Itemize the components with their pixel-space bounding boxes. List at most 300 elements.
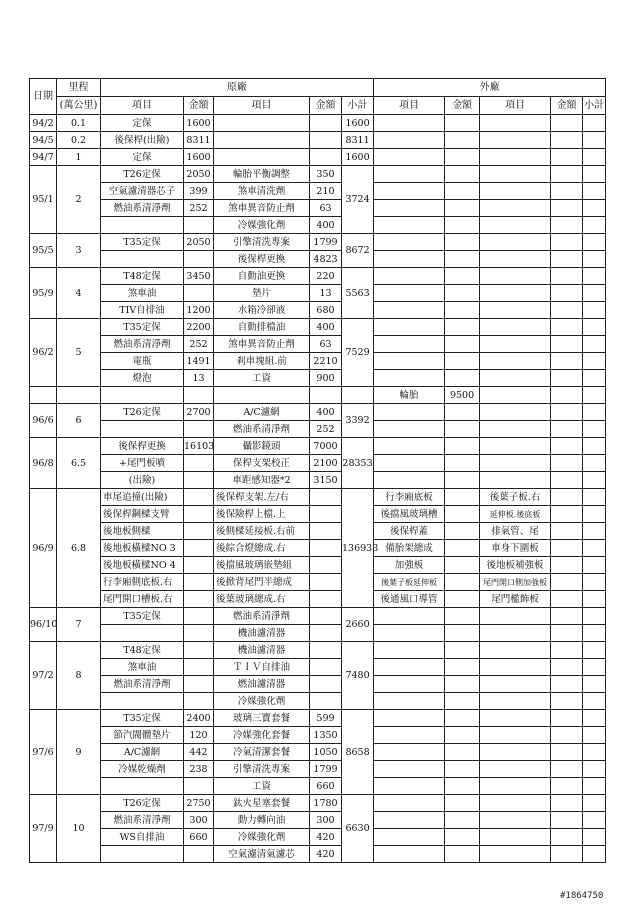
ext-item: 排氣管、尾 [480,523,551,540]
ext-subtotal [583,489,606,506]
ext-item [480,710,551,727]
orig-amount [310,608,342,625]
table-row [30,285,606,302]
orig-amount: 599 [310,710,342,727]
ext-subtotal [583,353,606,370]
orig-amount: 400 [310,217,342,234]
orig-item [101,778,184,795]
ext-subtotal [583,710,606,727]
orig-item: T35定保 [101,234,184,251]
orig-amount [184,506,214,523]
orig-amount [184,642,214,659]
orig-item: 攝影鏡頭 [214,438,310,455]
ext-item [374,693,445,710]
ext-amount [445,438,480,455]
ext-subtotal [583,625,606,642]
header-subtotal: 小計 [342,97,374,115]
orig-amount [310,659,342,676]
orig-item: 鈦火星塞套餐 [214,795,310,812]
ext-item [374,217,445,234]
subtotal-cell: 2660 [342,608,374,642]
orig-amount [310,506,342,523]
ext-item [374,319,445,336]
ext-item [480,387,551,404]
orig-item: 冷媒強化劑 [214,693,310,710]
orig-item: (出險) [101,472,184,489]
orig-amount [184,591,214,608]
table-row [30,540,606,557]
orig-amount: 680 [310,302,342,319]
ext-item [480,370,551,387]
table-row [30,472,606,489]
ext-item [480,268,551,285]
orig-item: 後保險桿上檔.上 [214,506,310,523]
date-cell: 97/6 [30,710,57,795]
header-item: 項目 [101,97,184,115]
ext-amount [445,523,480,540]
ext-amount [551,540,583,557]
ext-item [374,744,445,761]
ext-item: 加強板 [374,557,445,574]
orig-amount: 1600 [184,115,214,132]
ext-item: 行李廂底板 [374,489,445,506]
mileage-cell: 4 [57,268,101,319]
ext-item [480,200,551,217]
ext-amount [551,370,583,387]
ext-amount [445,710,480,727]
ext-item [480,438,551,455]
ext-amount [551,642,583,659]
header-original-shop: 原廠 [101,79,374,97]
orig-amount: 210 [310,183,342,200]
table-row [30,591,606,608]
table-row [30,625,606,642]
ext-amount [445,489,480,506]
subtotal-cell: 8658 [342,710,374,795]
orig-amount [184,778,214,795]
orig-amount: 420 [310,846,342,863]
ext-subtotal [583,574,606,591]
orig-item: T35定保 [101,710,184,727]
orig-amount [184,455,214,472]
ext-amount [445,693,480,710]
orig-item: 動力轉向油 [214,812,310,829]
ext-amount [445,166,480,183]
ext-item [480,421,551,438]
watermark-id: #1864750 [560,891,604,901]
orig-item: 燃油系清淨劑 [214,421,310,438]
orig-amount: 1050 [310,744,342,761]
table-row [30,404,606,421]
header-date: 日期 [30,79,57,115]
orig-item: 輪胎平衡調整 [214,166,310,183]
orig-amount [310,387,342,404]
ext-amount [445,846,480,863]
ext-amount [551,744,583,761]
orig-item [214,387,310,404]
orig-amount [184,659,214,676]
orig-item: +尾門板噴 [101,455,184,472]
ext-subtotal [583,744,606,761]
orig-amount [184,387,214,404]
orig-amount: 660 [310,778,342,795]
mileage-cell: 0.2 [57,132,101,149]
orig-item: 節汽閥體墊片 [101,727,184,744]
orig-item: 水箱冷卻液 [214,302,310,319]
orig-item: TIV自排油 [101,302,184,319]
ext-item [480,353,551,370]
orig-item: 燃油濾清器 [214,676,310,693]
orig-amount [310,591,342,608]
ext-item [374,132,445,149]
orig-amount [310,574,342,591]
orig-amount: 1600 [184,149,214,166]
table-row [30,693,606,710]
ext-item [374,370,445,387]
ext-subtotal [583,455,606,472]
ext-item [374,421,445,438]
ext-amount [445,285,480,302]
orig-item: 自動排檔油 [214,319,310,336]
ext-amount [445,812,480,829]
ext-subtotal [583,676,606,693]
orig-amount: 8311 [184,132,214,149]
orig-amount [184,523,214,540]
mileage-cell [57,387,101,404]
table-row [30,727,606,744]
ext-subtotal [583,642,606,659]
orig-item: 空氣濾清氣濾芯 [214,846,310,863]
ext-amount [445,727,480,744]
table-row [30,574,606,591]
subtotal-cell: 1600 [342,115,374,132]
orig-item: 後保桿支架.左/右 [214,489,310,506]
ext-amount [551,200,583,217]
ext-amount [551,387,583,404]
orig-item: 燃油系清淨劑 [101,336,184,353]
ext-amount [551,557,583,574]
orig-amount [184,540,214,557]
ext-item: 尾門檻飾板 [480,591,551,608]
table-row [30,523,606,540]
orig-amount: 420 [310,829,342,846]
orig-item: WS自排油 [101,829,184,846]
date-cell: 94/5 [30,132,57,149]
ext-item [480,132,551,149]
orig-amount [184,574,214,591]
ext-amount [445,353,480,370]
orig-item: 後地板橫樑NO 3 [101,540,184,557]
table-row [30,132,606,149]
table-row [30,642,606,659]
ext-item: 後地板補強板 [480,557,551,574]
ext-item: 後通風口導管 [374,591,445,608]
ext-amount [551,727,583,744]
subtotal-cell: 7529 [342,319,374,387]
orig-item: A/C濾網 [101,744,184,761]
header-amount: 金額 [184,97,214,115]
ext-subtotal [583,472,606,489]
ext-item [374,812,445,829]
orig-item: 燃油系清淨劑 [101,676,184,693]
ext-item [374,404,445,421]
header-amount: 金額 [310,97,342,115]
ext-subtotal [583,183,606,200]
ext-amount [445,132,480,149]
table-row [30,336,606,353]
table-row [30,149,606,166]
date-cell: 95/1 [30,166,57,234]
orig-item: 剎車塊組.前 [214,353,310,370]
orig-amount: 2400 [184,710,214,727]
ext-subtotal [583,795,606,812]
orig-item: ＴＩＶ自排油 [214,659,310,676]
ext-amount [551,421,583,438]
ext-amount [445,370,480,387]
table-row [30,302,606,319]
ext-subtotal [583,336,606,353]
ext-amount [551,302,583,319]
ext-subtotal [583,234,606,251]
date-cell: 95/5 [30,234,57,268]
ext-item [374,829,445,846]
orig-item: 冷媒強化劑 [214,829,310,846]
ext-item [480,234,551,251]
header-mileage-unit: (萬公里) [57,97,101,115]
ext-subtotal [583,778,606,795]
ext-item [374,285,445,302]
table-row [30,659,606,676]
ext-subtotal [583,132,606,149]
ext-item [374,336,445,353]
ext-amount [551,676,583,693]
ext-item [374,302,445,319]
ext-amount [551,251,583,268]
orig-amount: 16103 [184,438,214,455]
ext-amount [551,574,583,591]
ext-item [374,472,445,489]
ext-amount [551,489,583,506]
ext-item [374,642,445,659]
ext-subtotal [583,812,606,829]
orig-amount: 63 [310,200,342,217]
ext-item [374,659,445,676]
ext-subtotal [583,251,606,268]
ext-amount: 9500 [445,387,480,404]
ext-subtotal [583,608,606,625]
mileage-cell: 8 [57,642,101,710]
ext-subtotal [583,557,606,574]
ext-item [480,727,551,744]
ext-amount [551,132,583,149]
header-row-2 [30,97,606,115]
table-row [30,744,606,761]
orig-amount: 1780 [310,795,342,812]
orig-amount: 3150 [310,472,342,489]
ext-item: 後保桿蓋 [374,523,445,540]
orig-item [214,115,310,132]
ext-amount [551,438,583,455]
subtotal-cell: 136933 [342,489,374,608]
table-row [30,829,606,846]
orig-amount [184,217,214,234]
ext-amount [445,200,480,217]
ext-subtotal [583,829,606,846]
subtotal-cell: 7480 [342,642,374,710]
subtotal-cell: 28353 [342,438,374,489]
header-external-shop: 外廠 [374,79,606,97]
orig-item: T35定保 [101,608,184,625]
date-cell: 96/6 [30,404,57,438]
ext-item [374,268,445,285]
mileage-cell: 10 [57,795,101,863]
ext-item [374,251,445,268]
ext-item [480,761,551,778]
ext-amount [445,795,480,812]
subtotal-cell: 5563 [342,268,374,319]
table-body [30,79,606,863]
ext-item [480,693,551,710]
header-amount: 金額 [551,97,583,115]
ext-item [374,727,445,744]
orig-amount [310,115,342,132]
table-row [30,761,606,778]
table-row [30,370,606,387]
ext-item [374,149,445,166]
orig-item: 煞車清洗劑 [214,183,310,200]
orig-item: 後保桿(出險) [101,132,184,149]
table-row [30,778,606,795]
ext-amount [445,676,480,693]
orig-amount: 900 [310,370,342,387]
orig-item: 墊片 [214,285,310,302]
table-row [30,115,606,132]
ext-amount [551,506,583,523]
ext-item [480,404,551,421]
orig-item: T26定保 [101,795,184,812]
orig-item: 尾門開口槽板.右 [101,591,184,608]
ext-amount [445,608,480,625]
orig-item: 後地板橫樑NO 4 [101,557,184,574]
ext-amount [551,846,583,863]
ext-item [480,778,551,795]
table-row [30,234,606,251]
ext-amount [445,404,480,421]
orig-amount [184,608,214,625]
ext-item [480,795,551,812]
ext-subtotal [583,285,606,302]
orig-item: 引擎清洗專案 [214,761,310,778]
orig-item: 定保 [101,115,184,132]
orig-amount: 300 [310,812,342,829]
ext-subtotal [583,166,606,183]
ext-item [480,659,551,676]
header-subtotal: 小計 [583,97,606,115]
ext-item [480,472,551,489]
orig-item [101,693,184,710]
orig-amount: 400 [310,404,342,421]
orig-item: 電瓶 [101,353,184,370]
ext-item [480,217,551,234]
date-cell [30,387,57,404]
ext-item [480,166,551,183]
orig-item: 後側樑延接板.右前 [214,523,310,540]
orig-item: 後掀背尾門半總成 [214,574,310,591]
orig-amount [310,489,342,506]
ext-amount [551,472,583,489]
ext-subtotal [583,659,606,676]
ext-item [480,744,551,761]
date-cell: 94/2 [30,115,57,132]
ext-item [374,455,445,472]
orig-item: 行李廂側底板.右 [101,574,184,591]
orig-amount [310,132,342,149]
table-row [30,251,606,268]
ext-amount [445,149,480,166]
orig-item: 工資 [214,370,310,387]
table-row [30,183,606,200]
orig-amount: 63 [310,336,342,353]
ext-item [480,149,551,166]
header-mileage: 里程 [57,79,101,97]
ext-subtotal [583,115,606,132]
orig-item: 燃油系清淨劑 [214,608,310,625]
orig-item: 車尾追撞(出險) [101,489,184,506]
orig-amount: 442 [184,744,214,761]
ext-amount [551,608,583,625]
orig-item [101,846,184,863]
ext-amount [445,336,480,353]
ext-item [374,676,445,693]
table-row [30,200,606,217]
orig-amount: 2750 [184,795,214,812]
ext-amount [551,183,583,200]
ext-subtotal [583,319,606,336]
orig-item: T35定保 [101,319,184,336]
ext-amount [551,829,583,846]
date-cell: 94/7 [30,149,57,166]
ext-item [480,455,551,472]
table-row [30,421,606,438]
ext-subtotal [583,200,606,217]
ext-item [374,625,445,642]
ext-subtotal [583,540,606,557]
ext-item: 尾門開口側加強板 [480,574,551,591]
orig-item: 煞車油 [101,285,184,302]
orig-amount: 13 [310,285,342,302]
orig-item: 自動油更換 [214,268,310,285]
ext-amount [551,217,583,234]
orig-amount [310,676,342,693]
orig-item: 機油濾清器 [214,625,310,642]
ext-amount [445,234,480,251]
ext-subtotal [583,846,606,863]
orig-amount: 4823 [310,251,342,268]
ext-subtotal [583,727,606,744]
ext-item [480,812,551,829]
ext-amount [445,574,480,591]
ext-item [374,795,445,812]
ext-item [374,183,445,200]
orig-item: 空氣濾清器芯子 [101,183,184,200]
table-row [30,710,606,727]
ext-subtotal [583,404,606,421]
orig-item: 工資 [214,778,310,795]
ext-amount [445,778,480,795]
orig-item: 機油濾清器 [214,642,310,659]
orig-amount [184,846,214,863]
ext-item [374,778,445,795]
